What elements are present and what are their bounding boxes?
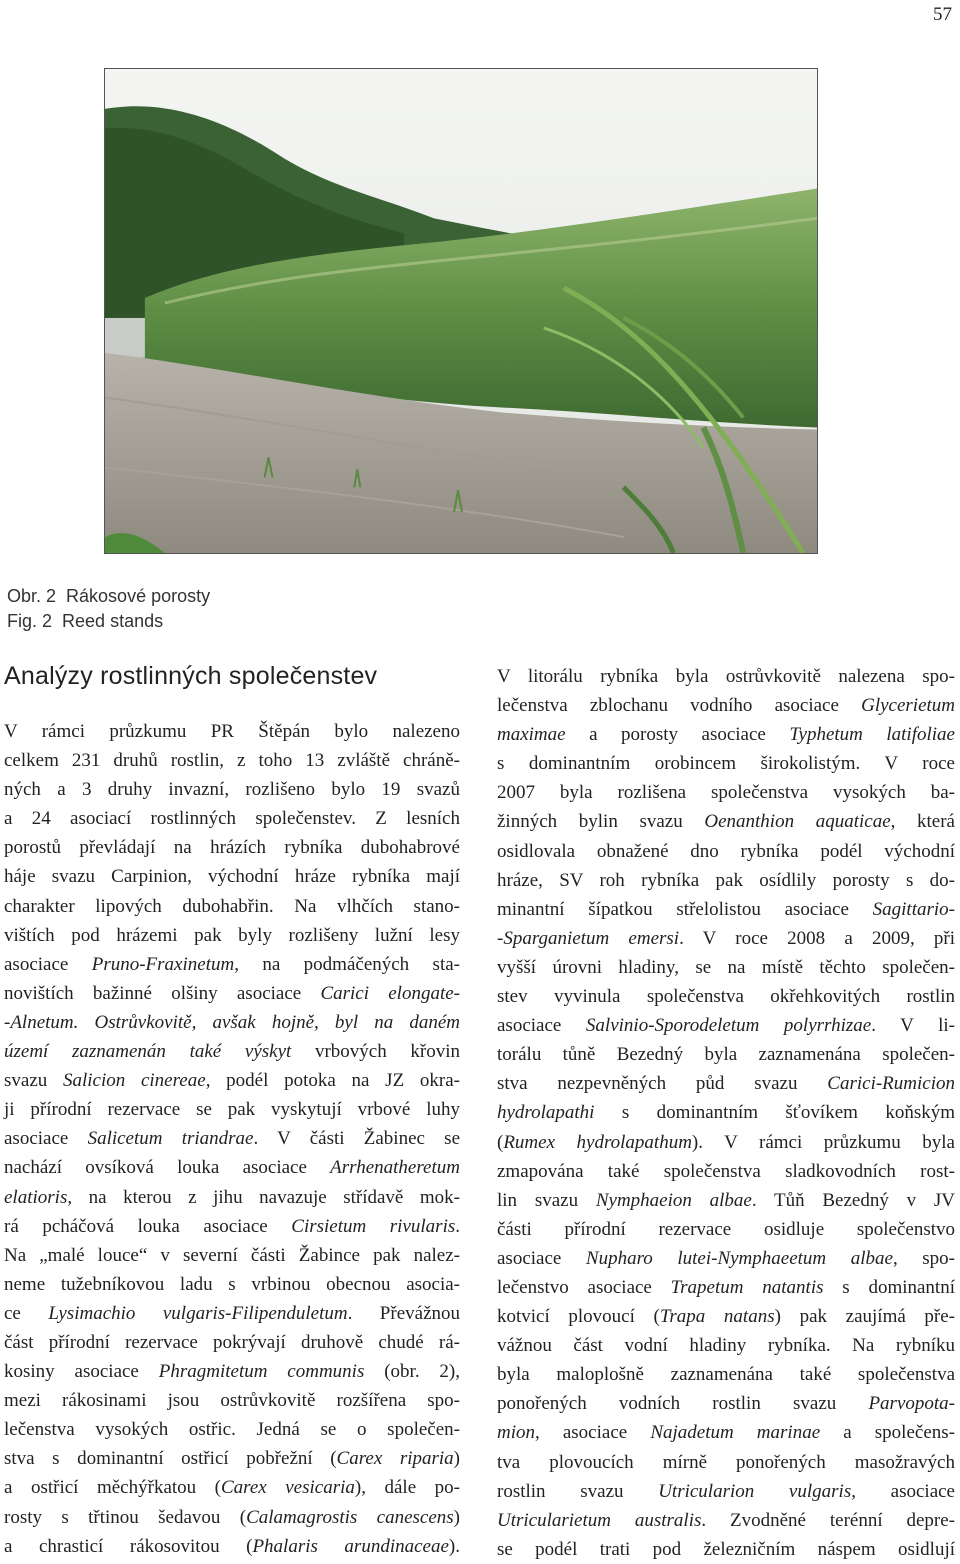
text-line: část přírodní rezervace pokrývají druhově chudé rá- xyxy=(4,1331,460,1353)
text-line: stev vyvinula společenstva okřehkovitých rostlin xyxy=(497,986,955,1008)
text-line: ce Lysimachio vulgaris-Filipenduletum. Převážnou xyxy=(4,1302,461,1324)
reed-stands-photo xyxy=(104,68,818,554)
text-line: asociace Salvinio-Sporodeletum polyrrhizae. V li- xyxy=(497,1015,955,1037)
text-line: nachází ovsíková louka asociace Arrhenatheretum xyxy=(4,1157,460,1179)
text-line: Na „malé louce“ v severní části Žabince pak nalez- xyxy=(4,1244,460,1266)
text-line: zmapována také společenstva sladkovodních rost- xyxy=(497,1160,955,1182)
page-number: 57 xyxy=(933,4,952,25)
text-line: území zaznamenán také výskyt vrbových křovin xyxy=(4,1041,460,1063)
text-line: a 24 asociací rostlinných společenstev. Z lesních xyxy=(4,808,460,830)
text-line: 2007 byla rozlišena společenstva vysokých ba- xyxy=(497,782,955,804)
text-line: s dominantním orobincem širokolistým. V roce xyxy=(497,753,955,775)
text-line: ných a 3 druhy invazní, rozlišeno bylo 19 svazů xyxy=(4,779,460,801)
text-line: porostů převládají na hrázích rybníka dubohabrové xyxy=(4,837,460,859)
text-line: -Sparganietum emersi. V roce 2008 a 2009, při xyxy=(497,927,955,949)
figure-caption-text-en: Reed stands xyxy=(62,611,164,631)
text-line: žinných bylin svazu Oenanthion aquaticae, která xyxy=(497,811,955,833)
text-line: rosty s třtinou šedavou (Calamagrostis canescens) xyxy=(4,1506,460,1528)
text-line: stva nezpevněných půd svazu Carici-Rumicion xyxy=(497,1073,955,1095)
figure-number-en: Fig. 2 xyxy=(7,611,53,631)
text-line: se podél trati pod železničním náspem osidlují xyxy=(497,1538,955,1560)
text-line: lin svazu Nymphaeion albae. Tůň Bezedný v JV xyxy=(497,1189,955,1211)
text-line: Utricularietum australis. Zvodněné terénní depre- xyxy=(497,1509,955,1531)
text-line: lečenstvo asociace Trapetum natantis s dominantní xyxy=(497,1276,955,1298)
photo-illustration xyxy=(105,69,817,553)
section-heading: Analýzy rostlinných společenstev xyxy=(4,662,378,690)
text-line: V rámci průzkumu PR Štěpán bylo nalezeno xyxy=(4,721,460,742)
text-line: asociace Nupharo lutei-Nymphaeetum albae, spo- xyxy=(497,1247,955,1269)
text-line: asociace Salicetum triandrae. V části Žabinec se xyxy=(4,1128,460,1150)
text-line: mezi rákosinami jsou ostrůvkovitě rozšířena spo- xyxy=(4,1390,460,1412)
text-line: lečenstva vysokých ostřic. Jedná se o společen- xyxy=(4,1419,460,1441)
text-line: novištích bažinné olšiny asociace Carici elongate- xyxy=(4,982,460,1004)
text-line: stva s dominantní ostřicí pobřežní (Carex riparia) xyxy=(4,1448,460,1470)
text-line: části přírodní rezervace osidluje společenstvo xyxy=(497,1218,955,1240)
text-line: svazu Salicion cinereae, podél potoka na JZ okra- xyxy=(4,1070,460,1092)
figure-caption-cz xyxy=(7,586,210,607)
text-line: vištích pod hrázemi pak byly rozlišeny lužní lesy xyxy=(4,924,460,946)
text-line: lečenstva zblochanu vodního asociace Glycerietum xyxy=(497,695,955,717)
text-line: mion, asociace Najadetum marinae a společens- xyxy=(497,1422,955,1444)
text-line: elatioris, na kterou z jihu navazuje střídavě mok- xyxy=(4,1186,460,1208)
text-line: ji přírodní rezervace se pak vyskytují vrbové luhy xyxy=(4,1099,460,1121)
text-line: byla maloplošně zaznamenána také společenstva xyxy=(497,1364,955,1386)
text-line: -Alnetum. Ostrůvkovitě, avšak hojně, byl na daném xyxy=(4,1011,460,1033)
text-line: minantní šípatkou střelolistou asociace Sagittario- xyxy=(497,898,955,920)
text-line: hráze, SV roh rybníka pak osídlily porosty s do- xyxy=(497,869,955,891)
text-line: rá pcháčová louka asociace Cirsietum rivularis. xyxy=(4,1215,460,1237)
left-column-text xyxy=(4,717,460,1561)
text-line: kotvicí plovoucí (Trapa natans) pak zaujímá pře- xyxy=(497,1306,956,1328)
text-line: vážnou část vodní hladiny rybníka. Na rybníku xyxy=(497,1335,955,1357)
figure-caption-en xyxy=(7,611,163,632)
text-line: rostlin svazu Utricularion vulgaris, asociace xyxy=(497,1480,955,1502)
text-line: a ostřicí měchýřkatou (Carex vesicaria), dále po- xyxy=(4,1477,460,1499)
text-line: maximae a porosty asociace Typhetum latifoliae xyxy=(497,724,955,746)
text-line: osidlovala obnažené dno rybníka podél východní xyxy=(497,840,955,862)
text-line: torálu tůně Bezedný byla zaznamenána společen- xyxy=(497,1044,955,1066)
text-line: asociace Pruno-Fraxinetum, na podmáčených sta- xyxy=(4,953,460,975)
text-line: tva plovoucích mírně ponořených masožravých xyxy=(497,1451,955,1473)
text-line: (Rumex hydrolapathum). V rámci průzkumu byla xyxy=(497,1131,955,1153)
right-column-text xyxy=(497,662,955,1564)
text-line: V litorálu rybníka byla ostrůvkovitě nalezena spo- xyxy=(497,666,955,687)
text-line: a chrasticí rákosovitou (Phalaris arundinaceae). xyxy=(4,1535,460,1557)
text-line: hydrolapathi s dominantním šťovíkem koňským xyxy=(497,1102,955,1124)
text-line: charakter lipových dubohabřin. Na vlhčích stano- xyxy=(4,895,460,917)
figure-number-cz: Obr. 2 xyxy=(7,586,57,606)
figure-caption-text-cz: Rákosové porosty xyxy=(66,586,211,606)
text-line: celkem 231 druhů rostlin, z toho 13 zvláště chráně- xyxy=(4,750,460,772)
text-line: neme tužebníkovou ladu s vrbinou obecnou asocia- xyxy=(4,1273,460,1295)
text-line: vyšší úrovni hladiny, se na místě těchto společen- xyxy=(497,956,955,978)
text-line: ponořených vodních rostlin svazu Parvopota- xyxy=(497,1393,955,1415)
text-line: kosiny asociace Phragmitetum communis (obr. 2), xyxy=(4,1361,461,1383)
text-line: háje svazu Carpinion, východní hráze rybníka mají xyxy=(4,866,460,888)
